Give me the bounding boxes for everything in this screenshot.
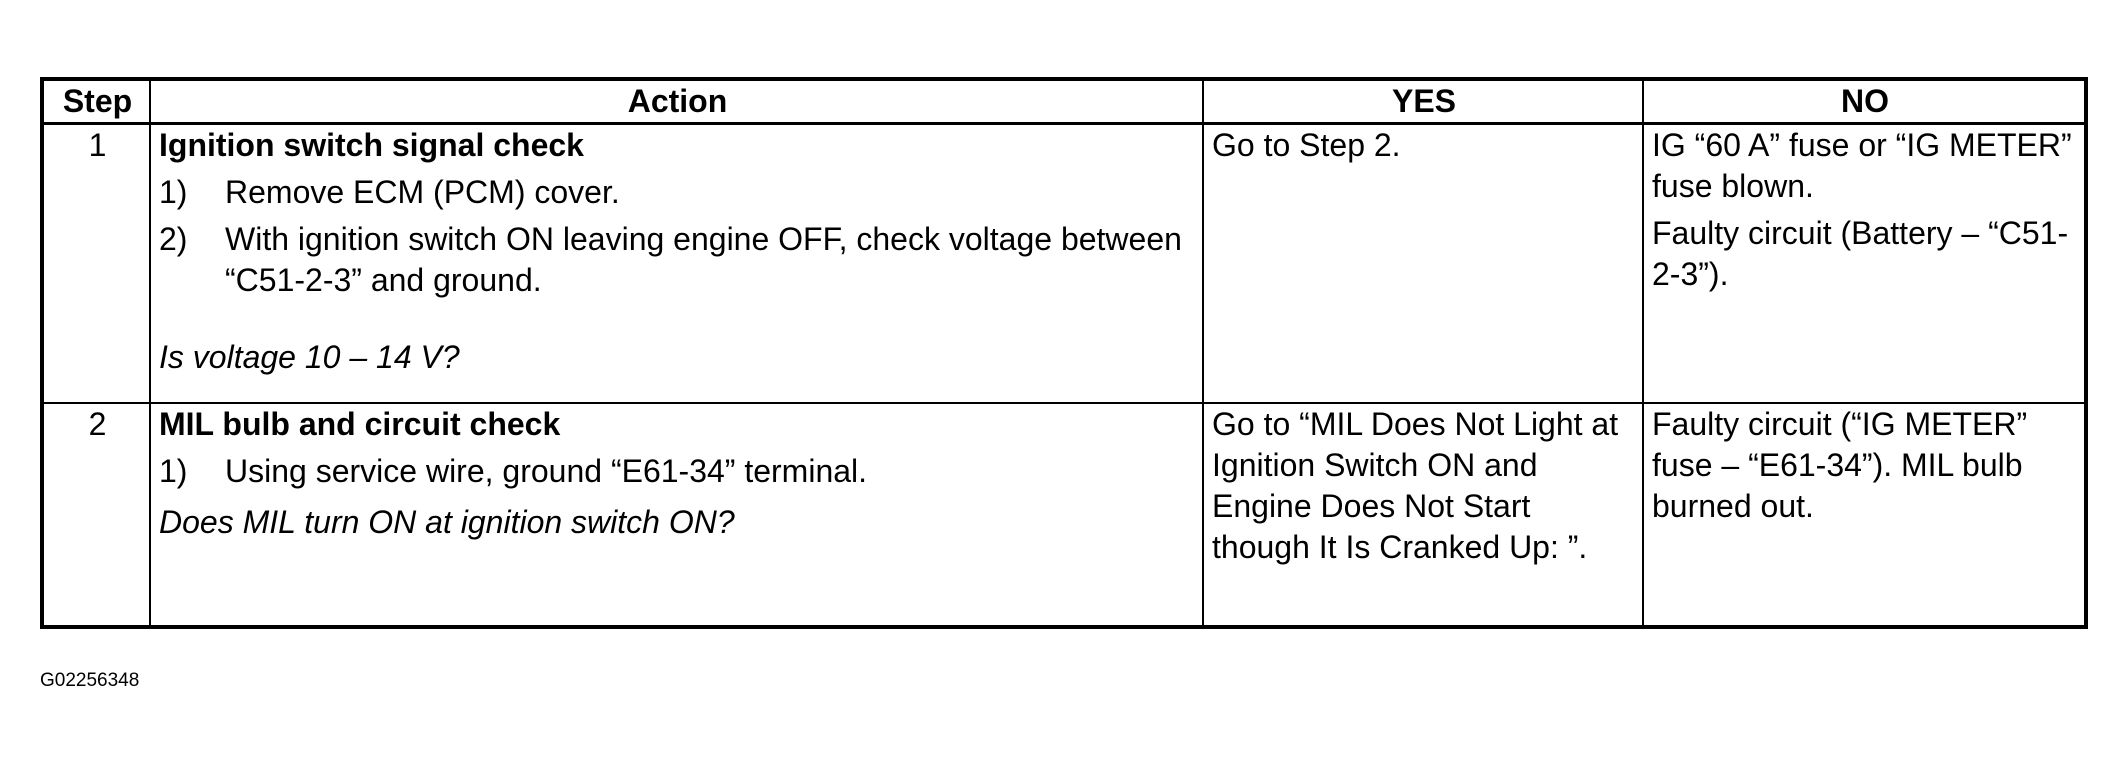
diagnostic-steps-table bbox=[40, 77, 2088, 629]
yes-cell bbox=[1203, 403, 1643, 627]
step-number: 1 bbox=[42, 123, 150, 403]
action-item bbox=[159, 219, 1196, 301]
no-text: IG “60 A” fuse or “IG METER” fuse blown. bbox=[1652, 126, 2072, 204]
figure-id: G02256348 bbox=[40, 670, 140, 691]
step-title: Ignition switch signal check bbox=[159, 126, 584, 163]
header-action: Action bbox=[150, 79, 1203, 123]
yes-text: Go to Step 2. bbox=[1212, 126, 1401, 163]
header-step: Step bbox=[42, 79, 150, 123]
yes-cell bbox=[1203, 123, 1643, 403]
no-text: Faulty circuit (Battery – “C51-2-3”). bbox=[1652, 214, 2069, 292]
step-question: Is voltage 10 – 14 V? bbox=[159, 338, 460, 375]
yes-text: Go to “MIL Does Not Light at Ignition Switch ON and Engine Does Not Start though It Is Cranked Up: ”. bbox=[1212, 406, 1619, 566]
action-item-text: Remove ECM (PCM) cover. bbox=[225, 173, 620, 210]
table-row bbox=[42, 123, 2086, 403]
table-row bbox=[42, 403, 2086, 627]
header-no: NO bbox=[1643, 79, 2086, 123]
action-item-text: Using service wire, ground “E61-34” terminal. bbox=[225, 453, 868, 490]
action-item-text: With ignition switch ON leaving engine OFF, check voltage between “C51-2-3” and ground. bbox=[225, 220, 1182, 298]
action-item bbox=[159, 172, 1196, 213]
action-cell bbox=[150, 403, 1203, 627]
action-item-number: 1) bbox=[159, 453, 188, 490]
step-number: 2 bbox=[42, 403, 150, 627]
no-cell bbox=[1643, 403, 2086, 627]
step-question: Does MIL turn ON at ignition switch ON? bbox=[159, 504, 735, 541]
action-item bbox=[159, 451, 1196, 492]
no-cell bbox=[1643, 123, 2086, 403]
action-item-number: 2) bbox=[159, 220, 188, 257]
no-text: Faulty circuit (“IG METER” fuse – “E61-34”). MIL bulb burned out. bbox=[1652, 406, 2028, 525]
table-header-row bbox=[42, 79, 2086, 123]
action-item-number: 1) bbox=[159, 173, 188, 210]
step-title: MIL bulb and circuit check bbox=[159, 406, 561, 443]
action-cell bbox=[150, 123, 1203, 403]
header-yes: YES bbox=[1203, 79, 1643, 123]
